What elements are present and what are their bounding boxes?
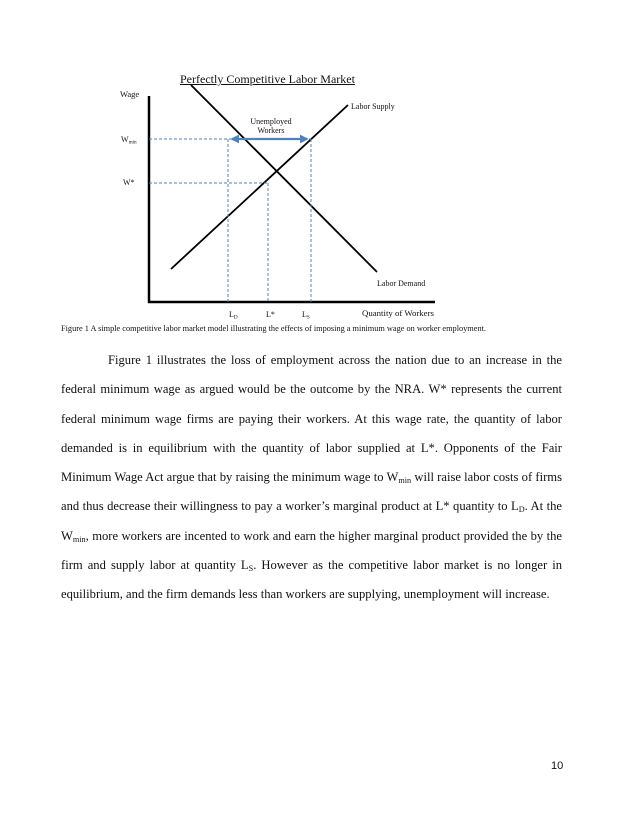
paragraph-sub-ld: D xyxy=(518,505,525,515)
y-tick-wmin-sub: min xyxy=(128,139,137,146)
x-axis-label: Quantity of Workers xyxy=(362,308,434,318)
y-axis-label: Wage xyxy=(120,89,140,99)
x-tick-ls xyxy=(302,310,310,319)
unemployed-label-line1: Unemployed xyxy=(250,117,292,126)
paragraph-part-2: will raise labor costs of firms and thus decrease their willingness to pay a worker’s marginal product at L* quantity to L xyxy=(61,470,562,514)
x-tick-ld-sub: D xyxy=(233,314,238,321)
y-tick-wstar xyxy=(123,178,135,187)
labor-market-figure xyxy=(0,0,638,330)
labor-demand-label: Labor Demand xyxy=(377,279,426,288)
y-tick-wstar-base: W* xyxy=(123,178,135,187)
y-tick-wmin-base: W xyxy=(121,135,129,144)
paragraph-part-4: . At the W xyxy=(61,499,562,543)
labor-supply-label: Labor Supply xyxy=(351,102,395,111)
x-tick-lstar-base: L* xyxy=(266,310,275,319)
paragraph-sub-wmin-2: min xyxy=(72,534,86,544)
body-paragraph xyxy=(61,346,562,610)
paragraph-part-6: , more workers are incented to work and earn the higher marginal product provided the by the firm and supply labor at quantity L xyxy=(61,528,562,573)
x-tick-lstar xyxy=(266,310,275,319)
x-tick-ls-sub: S xyxy=(306,314,310,321)
x-tick-ls-base: L xyxy=(302,310,307,319)
x-tick-ld-base: L xyxy=(229,310,234,319)
unemployed-label xyxy=(248,117,294,135)
page-number: 10 xyxy=(551,760,564,772)
chart-title: Perfectly Competitive Labor Market xyxy=(180,72,355,86)
labor-demand-curve xyxy=(191,85,377,272)
x-tick-ld xyxy=(229,310,238,319)
paragraph-sub-wmin-1: min xyxy=(398,476,412,486)
paragraph-part-0: Figure 1 illustrates the loss of employment across the nation due to an increase in the federal minimum wage as argued would be the outcome by the NRA. W* represents the current federal minimum wage firms are paying their workers. At this wage rate, the quantity of labor demanded is in equilibrium with the quantity of labor supplied at L*. Opponents of the Fair Minimum Wage Act argue that by raising the minimum wage to W xyxy=(61,353,562,485)
paragraph-part-8: . However as the competitive labor market is no longer in equilibrium, and the firm demands less than workers are supplying, unemployment will increase. xyxy=(61,558,563,602)
figure-caption: Figure 1 A simple competitive labor market model illustrating the effects of imposing a minimum wage on worker employment. xyxy=(61,324,486,333)
labor-market-chart xyxy=(0,0,638,330)
unemployed-label-line2: Workers xyxy=(257,126,285,135)
paragraph-sub-ls: S xyxy=(248,564,254,574)
y-tick-wmin xyxy=(121,135,137,144)
